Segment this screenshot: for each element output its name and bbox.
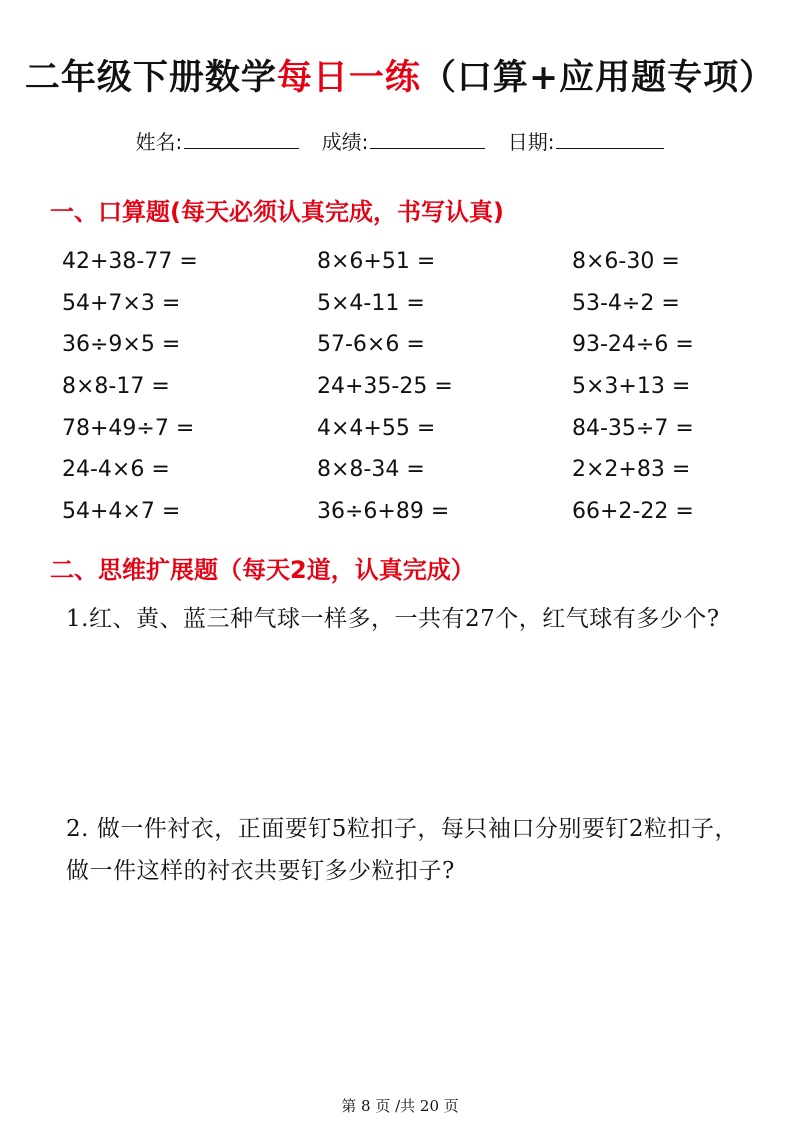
student-info-row bbox=[0, 126, 800, 155]
calc-problem: 24-4×6 = bbox=[62, 457, 170, 483]
calc-problem: 54+7×3 = bbox=[62, 290, 181, 316]
section1-title: 一、口算题(每天必须认真完成，书写认真) bbox=[50, 198, 504, 226]
date-field bbox=[508, 126, 665, 155]
mental-math-grid bbox=[62, 244, 762, 536]
calc-problem: 84-35÷7 = bbox=[572, 415, 694, 441]
calc-problem: 5×4-11 = bbox=[317, 290, 425, 316]
calc-problem: 5×3+13 = bbox=[572, 374, 691, 400]
name-blank-line bbox=[184, 132, 299, 149]
calc-problem: 2×2+83 = bbox=[572, 457, 691, 483]
calc-problem: 36÷6+89 = bbox=[317, 499, 450, 525]
date-label: 日期: bbox=[507, 130, 555, 154]
title-suffix: （口算+应用题专项） bbox=[420, 57, 776, 98]
date-blank-line bbox=[556, 132, 664, 149]
calc-problem: 36÷9×5 = bbox=[62, 332, 181, 358]
page-title bbox=[0, 50, 800, 100]
name-label: 姓名: bbox=[135, 130, 183, 154]
title-prefix: 二年级下册数学 bbox=[24, 57, 277, 98]
calc-problem: 4×4+55 = bbox=[317, 415, 436, 441]
calc-problem: 66+2-22 = bbox=[572, 499, 694, 525]
calc-problem: 8×8-34 = bbox=[317, 457, 425, 483]
title-highlight: 每日一练 bbox=[276, 57, 421, 98]
score-blank-line bbox=[370, 132, 485, 149]
calc-problem: 24+35-25 = bbox=[317, 374, 453, 400]
calc-problem: 42+38-77 = bbox=[62, 249, 198, 274]
calc-problem: 93-24÷6 = bbox=[572, 332, 694, 358]
score-label: 成绩: bbox=[321, 130, 369, 154]
calc-problem: 8×6-30 = bbox=[572, 249, 680, 274]
score-field bbox=[322, 126, 486, 155]
name-field bbox=[136, 126, 300, 155]
word-problem-1: 1.红、黄、蓝三种气球一样多，一共有27个，红气球有多少个? bbox=[66, 606, 720, 632]
calc-problem: 78+49÷7 = bbox=[62, 415, 195, 441]
page-number: 第 8 页 /共 20 页 bbox=[341, 1097, 459, 1115]
word-problem-2: 2. 做一件衬衣，正面要钉5粒扣子，每只袖口分别要钉2粒扣子，做一件这样的衬衣共要钉多少粒扣子? bbox=[66, 816, 739, 884]
calc-problem: 53-4÷2 = bbox=[572, 290, 680, 316]
calc-problem: 8×6+51 = bbox=[317, 249, 436, 274]
calc-problem: 57-6×6 = bbox=[317, 332, 425, 358]
calc-problem: 8×8-17 = bbox=[62, 374, 170, 400]
calc-problem: 54+4×7 = bbox=[62, 499, 181, 525]
section2-title: 二、思维扩展题（每天2道，认真完成） bbox=[50, 556, 475, 584]
